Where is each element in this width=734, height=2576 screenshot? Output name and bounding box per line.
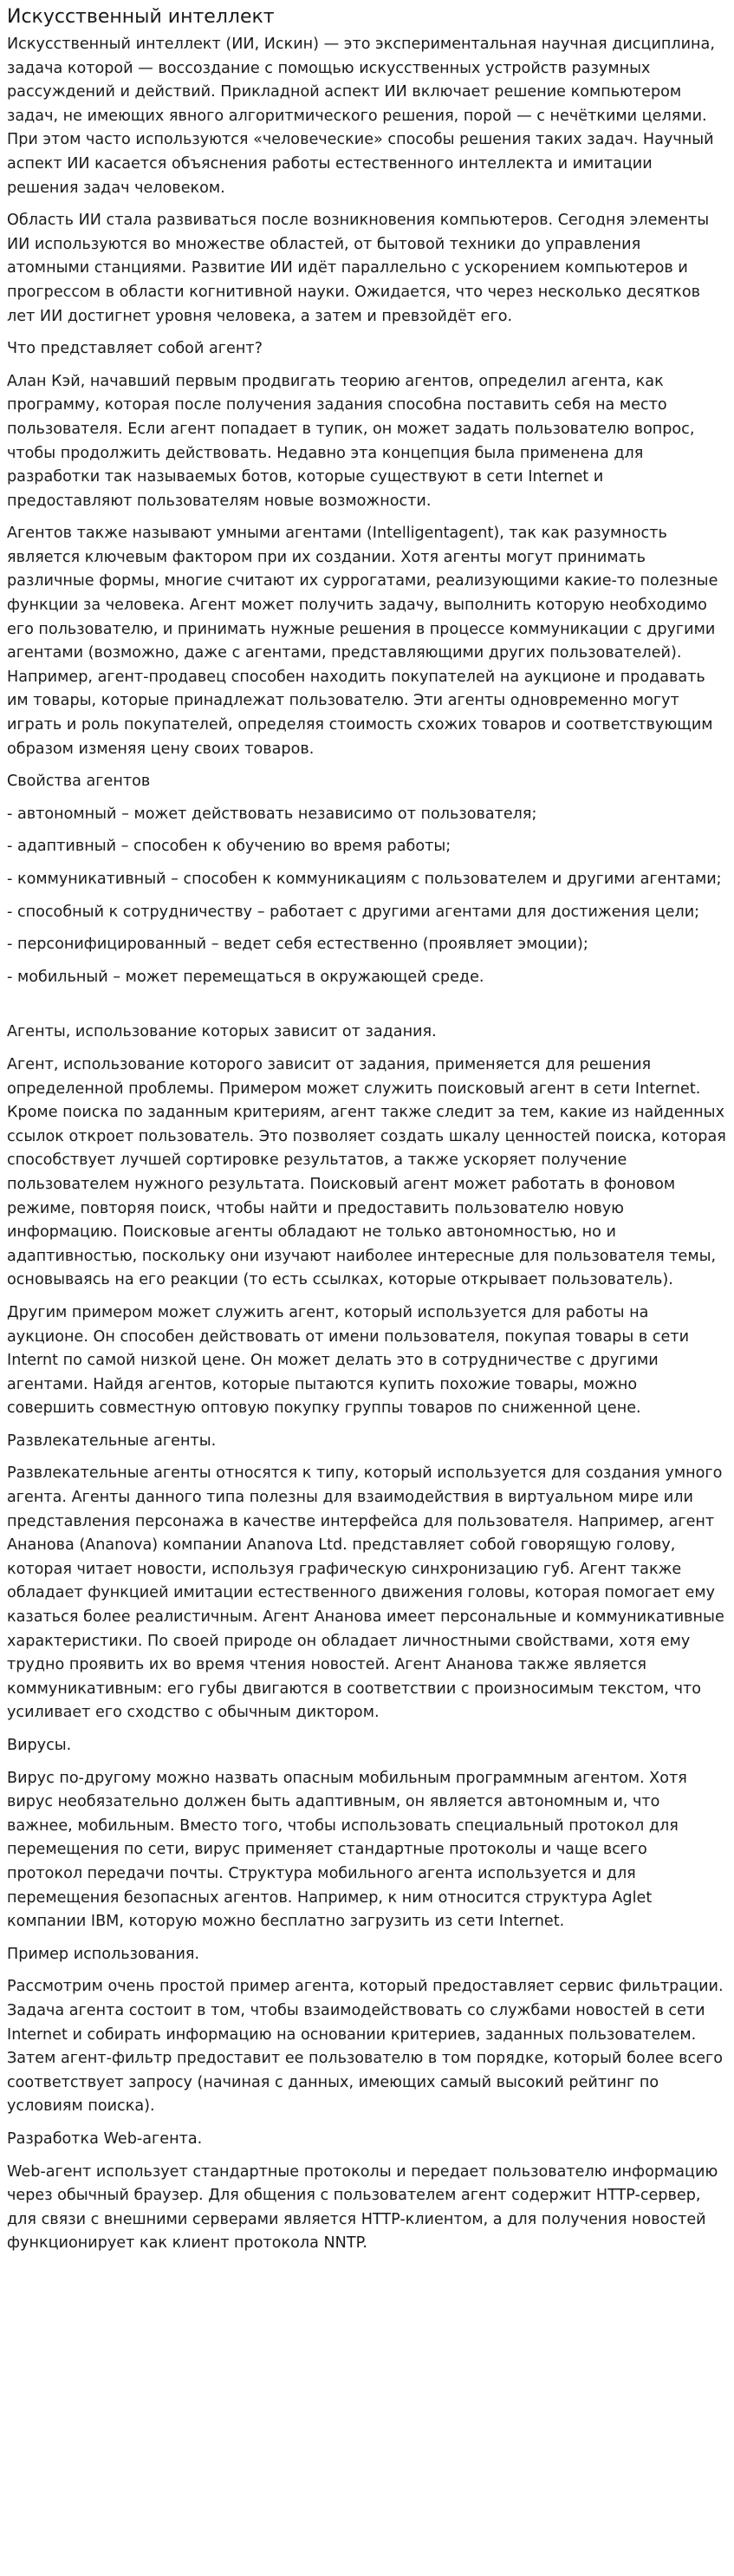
paragraph-search-agent: Агент, использование которого зависит от задания, применяется для решения определенной проблемы. Примером может служить поисковый агент в сети Internet. Кроме поиска по заданным критериям, агент также следит за тем, какие из найденных ссылок откроет пользователь. Это позволяет создать шкалу ценностей поиска, которая способствует лучшей сортировке результатов, а также ускоряет получение пользователем нужного результата. Поисковый агент может работать в фоновом режиме, повторяя поиск, чтобы найти и предоставить пользователю новую информацию. Поисковые агенты обладают не только автономностью, но и адаптивностью, поскольку они изучают наиболее интересные для пользователя темы, основываясь на его реакции (то есть ссылках, которые открывает пользователь). [7,1055,726,1289]
paragraph-ananova: Развлекательные агенты относятся к типу, который используется для создания умного агента. Агенты данного типа полезны для взаимодействия в виртуальном мире или представления персонажа в качестве интерфейса для пользователя. Например, агент Ананова (Ananova) компании Ananova Ltd. представляет собой говорящую голову, которая читает новости, используя графическую синхронизацию губ. Агент также обладает функцией имитации естественного движения головы, которая помогает ему казаться более реалистичным. Агент Ананова имеет персональные и коммуникативные характеристики. По своей природе он обладает личностными свойствами, хотя ему трудно проявить их во время чтения новостей. Агент Ананова также является коммуникативным: его губы двигаются в соответствии с произносимым текстом, что усиливает его сходство с обычным диктором. [7,1464,724,1722]
paragraph-history: Область ИИ стала развиваться после возникновения компьютеров. Сегодня элементы ИИ используются во множестве областей, от бытовой техники до управления атомными станциями. Развитие ИИ идёт параллельно с ускорением компьютеров и прогрессом в области когнитивной науки. Ожидается, что через несколько десятков лет ИИ достигнет уровня человека, а затем и превзойдёт его. [7,212,710,325]
list-item-communicative: - коммуникативный – способен к коммуникациям с пользователем и другими агентами; [7,871,722,888]
list-item-cooperative: - способный к сотрудничеству – работает с другими агентами для достижения цели; [7,903,700,921]
paragraph-filter-agent: Рассмотрим очень простой пример агента, который предоставляет сервис фильтрации. Задача агента состоит в том, чтобы взаимодействовать со службами новостей в сети Internet и собирать информацию на основании критериев, заданных пользователем. Затем агент-фильтр предоставит ее пользователю в том порядке, который более всего соответствует запросу (начиная с данных, имеющих самый высокий рейтинг по условиям поиска). [7,1978,724,2116]
article-title: Искусственный интеллект [7,6,275,28]
heading-what-is-agent: Что представляет собой агент? [7,340,263,358]
paragraph-viruses: Вирус по-другому можно назвать опасным мобильным программным агентом. Хотя вирус необязательно должен быть адаптивным, он является автономным и, что важнее, мобильным. Вместо того, чтобы использовать специальный протокол для перемещения по сети, вирус применяет стандартные протоколы и чаще всего протокол передачи почты. Структура мобильного агента используется и для перемещения безопасных агентов. Например, к ним относится структура Aglet компании IBM, которую можно бесплатно загрузить из сети Internet. [7,1769,687,1931]
heading-usage-example: Пример использования. [7,1945,200,1963]
paragraph-web-agent: Web-агент использует стандартные протоколы и передает пользователю информацию через обычный браузер. Для общения с пользователем агент содержит HTTP-сервер, для связи с внешними серверами является HTTP-клиентом, а для получения новостей функционирует как клиент протокола NNTP. [7,2162,718,2253]
heading-entertainment-agents: Развлекательные агенты. [7,1431,217,1450]
heading-web-agent: Разработка Web-агента. [7,2129,203,2148]
paragraph-intro: Искусственный интеллект (ИИ, Искин) — это экспериментальная научная дисциплина, задача которой — воссоздание с помощью искусственных устройств разумных рассуждений и действий. Прикладной аспект ИИ включает решение компьютером задач, не имеющих явного алгоритмического решения, порой — с нечёткими целями. При этом часто используются «человеческие» способы решения таких задач. Научный аспект ИИ касается объяснения работы естественного интеллекта и имитации решения задач человеком. [7,36,715,197]
blank-gap [7,998,727,1021]
list-item-mobile: - мобильный – может перемещаться в окружающей среде. [7,968,484,986]
heading-agent-properties: Свойства агентов [7,773,151,791]
list-item-adaptive: - адаптивный – способен к обучению во время работы; [7,838,451,856]
paragraph-alan-kay: Алан Кэй, начавший первым продвигать теорию агентов, определил агента, как программу, которая после получения задания способна поставить себя на место пользователя. Если агент попадает в тупик, он может задать пользователю вопрос, чтобы продолжить действовать. Недавно эта концепция была применена для разработки так называемых ботов, которые существуют в сети Internet и предоставляют пользователям новые возможности. [7,372,695,510]
list-item-autonomous: - автономный – может действовать независимо от пользователя; [7,805,537,823]
paragraph-intelligent-agents: Агентов также называют умными агентами (Intelligentagent), так как разумность является ключевым фактором при их создании. Хотя агенты могут принимать различные формы, многие считают их суррогатами, реализующими какие-то полезные функции за человека. Агент может получить задачу, выполнить которую необходимо его пользователю, и принимать нужные решения в процессе коммуникации с другими агентами (возможно, даже с агентами, представляющими других пользователей). Например, агент-продавец способен находить покупателей на аукционе и продавать им товары, которые принадлежат пользователю. Эти агенты одновременно могут играть и роль покупателей, определяя стоимость схожих товаров и соответствующим образом изменяя цену своих товаров. [7,525,718,758]
heading-task-agents: Агенты, использование которых зависит от задания. [7,1023,437,1041]
list-item-personified: - персонифицированный – ведет себя естественно (проявляет эмоции); [7,936,588,954]
paragraph-auction-agent: Другим примером может служить агент, который используется для работы на аукционе. Он способен действовать от имени пользователя, покупая товары в сети Internt по самой низкой цене. Он может делать это в сотрудничестве с другими агентами. Найдя агентов, которые пытаются купить похожие товары, можно совершить совместную оптовую покупку группы товаров по сниженной цене. [7,1303,690,1418]
heading-viruses: Вирусы. [7,1737,72,1754]
